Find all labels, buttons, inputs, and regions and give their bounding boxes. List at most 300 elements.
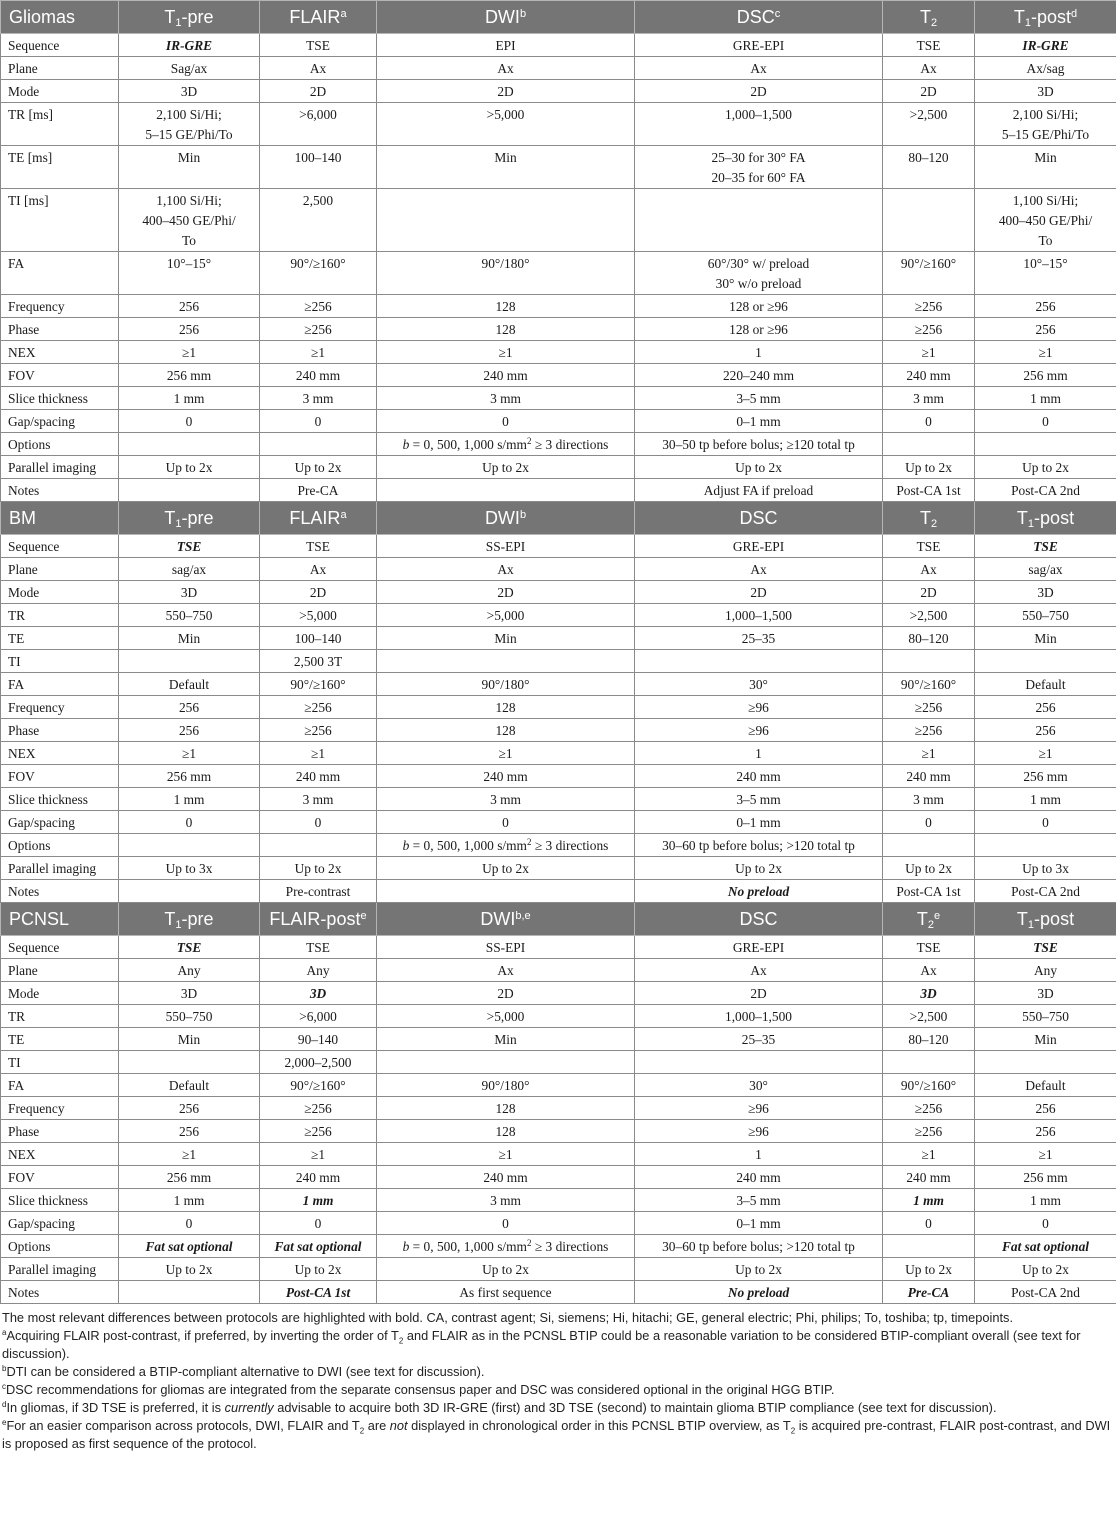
cell-t1-post — [975, 1005, 1116, 1028]
cell-value: 240 mm — [483, 1170, 528, 1185]
cell-dsc — [635, 103, 883, 146]
cell-flair — [260, 959, 377, 982]
cell-value: 256 — [1035, 723, 1056, 738]
cell-value: Min — [177, 150, 201, 165]
cell-value: 240 mm — [906, 769, 951, 784]
cell-t2 — [883, 1235, 975, 1258]
cell-value: 30° — [749, 677, 768, 692]
cell-dsc — [635, 719, 883, 742]
cell-value: 1 mm — [913, 1193, 944, 1208]
cell-value: 0–1 mm — [736, 414, 781, 429]
cell-t1-pre — [119, 1258, 260, 1281]
cell-value: ≥96 — [748, 1101, 769, 1116]
cell-value: 128 — [495, 700, 516, 715]
section-title: BM — [1, 502, 119, 535]
cell-t1-post — [975, 1212, 1116, 1235]
cell-value: Min — [177, 631, 201, 646]
cell-t2 — [883, 103, 975, 146]
cell-t1-post — [975, 982, 1116, 1005]
column-header-t2: $T_2^e$ — [883, 903, 975, 936]
cell-t2 — [883, 742, 975, 765]
cell-value: 2D — [750, 585, 767, 600]
cell-value: Any — [177, 963, 201, 978]
cell-value: 1 mm — [1030, 391, 1061, 406]
cell-value: Post-CA 2nd — [1011, 483, 1080, 498]
row-label-sequence: Sequence — [1, 535, 119, 558]
table-row — [1, 341, 1116, 364]
row-label-mode: Mode — [1, 581, 119, 604]
cell-dwi — [377, 650, 635, 673]
cell-value: TSE — [916, 940, 941, 955]
row-label-fov: FOV — [1, 364, 119, 387]
table-row — [1, 1235, 1116, 1258]
cell-value: As first sequence — [459, 1285, 552, 1300]
cell-value: 90°/≥160° — [290, 256, 346, 271]
column-header-dsc: DSC — [635, 903, 883, 936]
cell-value: >2,500 — [909, 1009, 948, 1024]
cell-value: ≥256 — [304, 723, 332, 738]
cell-t1-post — [975, 433, 1116, 456]
footnote-b: $^b$DTI can be considered a BTIP-compliant alternative to DWI (see text for discussion). — [2, 1364, 485, 1379]
row-label-options: Options — [1, 834, 119, 857]
cell-value: IR-GRE — [165, 38, 213, 53]
cell-t2 — [883, 252, 975, 295]
cell-value: ≥1 — [1038, 746, 1053, 761]
table-row — [1, 650, 1116, 673]
column-header-dwi: DWI$^b$ — [377, 1, 635, 34]
cell-value: Sag/ax — [170, 61, 208, 76]
cell-dwi — [377, 959, 635, 982]
cell-value: 25–35 — [741, 631, 776, 646]
cell-t2 — [883, 1281, 975, 1304]
table-row — [1, 788, 1116, 811]
cell-value: 550–750 — [165, 1009, 213, 1024]
cell-value: Min — [494, 631, 517, 646]
cell-t1-post — [975, 719, 1116, 742]
cell-flair — [260, 936, 377, 959]
cell-value: 256 — [1035, 1124, 1056, 1139]
cell-t1-post — [975, 387, 1116, 410]
cell-value: 90°/180° — [481, 256, 530, 271]
cell-value: 240 mm — [906, 1170, 951, 1185]
cell-flair — [260, 341, 377, 364]
cell-value: 256 — [178, 1124, 200, 1139]
table-row — [1, 1189, 1116, 1212]
cell-value: 1,000–1,500 — [725, 107, 792, 122]
cell-value: >5,000 — [486, 107, 525, 122]
row-label-parallel-imaging: Parallel imaging — [1, 1258, 119, 1281]
cell-value: 60°/30° w/ preload 30° w/o preload — [707, 256, 810, 291]
cell-flair — [260, 1120, 377, 1143]
cell-t1-pre — [119, 410, 260, 433]
cell-t2 — [883, 456, 975, 479]
cell-t1-pre — [119, 650, 260, 673]
cell-flair — [260, 558, 377, 581]
cell-t1-pre — [119, 535, 260, 558]
cell-dwi — [377, 1097, 635, 1120]
table-row — [1, 146, 1116, 189]
cell-t1-pre — [119, 673, 260, 696]
cell-t1-pre — [119, 936, 260, 959]
cell-value: 90°/≥160° — [290, 677, 346, 692]
cell-value: 0 — [925, 414, 932, 429]
cell-value: ≥96 — [748, 723, 769, 738]
row-label-nex: NEX — [1, 341, 119, 364]
cell-value: 30° — [749, 1078, 768, 1093]
cell-dsc — [635, 811, 883, 834]
cell-t2 — [883, 57, 975, 80]
cell-value: 3D — [180, 585, 198, 600]
cell-value: Up to 2x — [735, 460, 782, 475]
table-row — [1, 456, 1116, 479]
cell-flair — [260, 719, 377, 742]
table-row — [1, 535, 1116, 558]
cell-value: Up to 2x — [1022, 1262, 1069, 1277]
table-row — [1, 627, 1116, 650]
cell-t1-post — [975, 765, 1116, 788]
cell-dwi — [377, 673, 635, 696]
cell-flair — [260, 673, 377, 696]
cell-value: 0 — [1042, 414, 1049, 429]
cell-t1-pre — [119, 558, 260, 581]
cell-dwi — [377, 811, 635, 834]
cell-value: 550–750 — [1022, 608, 1069, 623]
cell-t1-pre — [119, 189, 260, 252]
cell-value: Ax — [750, 562, 767, 577]
cell-value: 3 mm — [490, 391, 521, 406]
cell-value: Fat sat optional — [1001, 1239, 1090, 1254]
cell-value: 1,000–1,500 — [725, 608, 792, 623]
cell-flair — [260, 535, 377, 558]
section-header-row — [1, 1, 1116, 34]
cell-t1-pre — [119, 1097, 260, 1120]
cell-t2 — [883, 650, 975, 673]
table-footnotes — [0, 1309, 1116, 1453]
cell-t1-post — [975, 535, 1116, 558]
column-header-t2: $T_2$ — [883, 502, 975, 535]
cell-t1-pre — [119, 34, 260, 57]
cell-flair — [260, 604, 377, 627]
cell-t1-post — [975, 1166, 1116, 1189]
table-row — [1, 433, 1116, 456]
cell-value: Pre-CA — [297, 483, 339, 498]
cell-value: 240 mm — [295, 368, 341, 383]
table-row — [1, 719, 1116, 742]
table-row — [1, 834, 1116, 857]
cell-t1-pre — [119, 982, 260, 1005]
cell-value: ≥96 — [748, 1124, 769, 1139]
cell-dwi — [377, 252, 635, 295]
cell-value: 2D — [920, 84, 937, 99]
cell-value: Ax — [497, 963, 514, 978]
cell-value: No preload — [727, 884, 790, 899]
cell-t1-post — [975, 34, 1116, 57]
cell-value: b = 0, 500, 1,000 $s/mm^2 \ge 3$ directions — [402, 436, 609, 452]
cell-value: 90°/180° — [481, 677, 530, 692]
cell-t2 — [883, 880, 975, 903]
cell-value: TSE — [1033, 940, 1058, 955]
cell-dsc — [635, 959, 883, 982]
cell-dwi — [377, 479, 635, 502]
cell-t2 — [883, 627, 975, 650]
cell-dwi — [377, 387, 635, 410]
cell-value: 0 — [185, 414, 193, 429]
cell-value: SS-EPI — [485, 940, 526, 955]
cell-flair — [260, 982, 377, 1005]
cell-value: 1 — [755, 1147, 762, 1162]
cell-dwi — [377, 535, 635, 558]
cell-dsc — [635, 1189, 883, 1212]
cell-value: 1 mm — [173, 1193, 205, 1208]
row-label-frequency: Frequency — [1, 295, 119, 318]
cell-value: Ax — [750, 61, 767, 76]
cell-value: 80–120 — [908, 631, 949, 646]
cell-dwi — [377, 558, 635, 581]
cell-value: 256 mm — [1023, 1170, 1068, 1185]
cell-value: 128 — [495, 723, 516, 738]
table-row — [1, 410, 1116, 433]
footnote-c: $^c$DSC recommendations for gliomas are integrated from the separate consensus paper and DSC was considered optional in the original HGG BTIP. — [2, 1382, 835, 1397]
cell-value: ≥256 — [304, 1124, 332, 1139]
cell-t2 — [883, 433, 975, 456]
cell-value: Up to 2x — [735, 861, 782, 876]
cell-value: ≥1 — [498, 345, 513, 360]
cell-value: 100–140 — [294, 631, 342, 646]
cell-t1-post — [975, 1281, 1116, 1304]
cell-value: Min — [177, 1032, 201, 1047]
cell-value: >5,000 — [486, 608, 525, 623]
cell-t1-post — [975, 1120, 1116, 1143]
cell-value: >5,000 — [299, 608, 337, 623]
row-label-tr: TR — [1, 604, 119, 627]
cell-flair — [260, 788, 377, 811]
cell-value: 30–50 tp before bolus; ≥120 total tp — [662, 437, 855, 452]
row-label-frequency: Frequency — [1, 696, 119, 719]
cell-value: 0 — [502, 1216, 509, 1231]
column-header-t1-post: $T_1$-post — [975, 502, 1116, 535]
table-row — [1, 936, 1116, 959]
cell-value: 1 mm — [173, 391, 205, 406]
row-label-gap-spacing: Gap/spacing — [1, 410, 119, 433]
cell-flair — [260, 318, 377, 341]
cell-value: ≥1 — [498, 1147, 513, 1162]
cell-value: 3D — [309, 986, 327, 1001]
cell-dsc — [635, 788, 883, 811]
cell-value: ≥1 — [498, 746, 513, 761]
cell-value: 128 — [495, 1124, 516, 1139]
cell-t1-pre — [119, 788, 260, 811]
cell-dsc — [635, 627, 883, 650]
cell-t1-pre — [119, 103, 260, 146]
table-row — [1, 811, 1116, 834]
cell-value: ≥256 — [304, 322, 332, 337]
cell-value: 3 mm — [913, 792, 944, 807]
cell-dsc — [635, 433, 883, 456]
cell-dsc — [635, 80, 883, 103]
cell-value: 0 — [185, 1216, 193, 1231]
cell-flair — [260, 1074, 377, 1097]
cell-value: Up to 2x — [1022, 460, 1069, 475]
cell-value: 2,100 Si/Hi; 5–15 GE/Phi/To — [1001, 107, 1090, 142]
row-label-ti: TI — [1, 1051, 119, 1074]
cell-t2 — [883, 318, 975, 341]
cell-value: TSE — [306, 539, 330, 554]
cell-value: 1 — [755, 746, 762, 761]
cell-t2 — [883, 341, 975, 364]
cell-dwi — [377, 1281, 635, 1304]
cell-value: 90°/≥160° — [900, 677, 957, 692]
cell-value: 256 mm — [1023, 368, 1068, 383]
cell-t1-post — [975, 673, 1116, 696]
cell-value: ≥256 — [914, 322, 943, 337]
cell-dsc — [635, 742, 883, 765]
cell-t1-post — [975, 581, 1116, 604]
cell-flair — [260, 57, 377, 80]
cell-dwi — [377, 34, 635, 57]
cell-t1-pre — [119, 811, 260, 834]
cell-t1-pre — [119, 627, 260, 650]
cell-dwi — [377, 880, 635, 903]
cell-value: Min — [1034, 1032, 1057, 1047]
cell-value: 2D — [497, 84, 514, 99]
cell-value: 1,100 Si/Hi; 400–450 GE/Phi/ To — [142, 193, 236, 248]
cell-t2 — [883, 1212, 975, 1235]
cell-value: ≥256 — [914, 1124, 943, 1139]
cell-dsc — [635, 410, 883, 433]
table-row — [1, 80, 1116, 103]
table-row — [1, 1258, 1116, 1281]
cell-flair — [260, 1028, 377, 1051]
footnote-marker: b — [2, 1364, 7, 1373]
cell-value: 2D — [750, 986, 767, 1001]
table-row — [1, 604, 1116, 627]
cell-dsc — [635, 1235, 883, 1258]
row-label-frequency: Frequency — [1, 1097, 119, 1120]
cell-value: Default — [1025, 677, 1066, 692]
cell-t1-pre — [119, 57, 260, 80]
cell-value: Ax — [920, 562, 937, 577]
row-label-tr: TR [ms] — [1, 103, 119, 146]
cell-value: Ax — [920, 963, 937, 978]
cell-value: 80–120 — [908, 1032, 949, 1047]
row-label-notes: Notes — [1, 1281, 119, 1304]
row-label-fa: FA — [1, 252, 119, 295]
cell-dwi — [377, 295, 635, 318]
cell-t1-post — [975, 696, 1116, 719]
cell-t1-post — [975, 103, 1116, 146]
table-row — [1, 1074, 1116, 1097]
cell-value: Post-CA 1st — [285, 1285, 351, 1300]
cell-flair — [260, 252, 377, 295]
cell-value: ≥1 — [921, 746, 936, 761]
cell-dsc — [635, 765, 883, 788]
row-label-fov: FOV — [1, 1166, 119, 1189]
cell-value: 90°/≥160° — [900, 256, 957, 271]
cell-value: TSE — [306, 940, 330, 955]
cell-t1-post — [975, 959, 1116, 982]
cell-value: ≥1 — [1038, 1147, 1053, 1162]
cell-t1-pre — [119, 341, 260, 364]
cell-t1-pre — [119, 318, 260, 341]
cell-dwi — [377, 936, 635, 959]
cell-t1-post — [975, 189, 1116, 252]
cell-value: >2,500 — [909, 608, 948, 623]
cell-flair — [260, 1235, 377, 1258]
cell-value: ≥1 — [310, 746, 326, 761]
cell-dsc — [635, 295, 883, 318]
cell-value: b = 0, 500, 1,000 $s/mm^2 \ge 3$ directions — [402, 1238, 609, 1254]
cell-t2 — [883, 857, 975, 880]
cell-dwi — [377, 57, 635, 80]
cell-flair — [260, 696, 377, 719]
cell-value: 100–140 — [294, 150, 342, 165]
cell-dsc — [635, 673, 883, 696]
table-row — [1, 857, 1116, 880]
cell-value: ≥256 — [914, 1101, 943, 1116]
cell-dwi — [377, 1143, 635, 1166]
cell-value: 256 — [178, 322, 200, 337]
cell-value: Up to 2x — [482, 861, 529, 876]
cell-value: 256 — [1035, 1101, 1056, 1116]
cell-t2 — [883, 1189, 975, 1212]
cell-t1-pre — [119, 765, 260, 788]
cell-t1-pre — [119, 456, 260, 479]
cell-value: 25–35 — [741, 1032, 776, 1047]
cell-value: Up to 2x — [735, 1262, 782, 1277]
cell-value: 256 — [1035, 322, 1056, 337]
cell-dsc — [635, 479, 883, 502]
cell-t1-post — [975, 479, 1116, 502]
section-title: Gliomas — [1, 1, 119, 34]
column-header-flair: FLAIR$^a$ — [260, 1, 377, 34]
cell-t1-pre — [119, 1212, 260, 1235]
cell-value: Up to 2x — [294, 460, 342, 475]
cell-dwi — [377, 742, 635, 765]
cell-dwi — [377, 456, 635, 479]
cell-value: Up to 2x — [165, 460, 213, 475]
cell-t1-post — [975, 857, 1116, 880]
cell-dwi — [377, 146, 635, 189]
row-label-sequence: Sequence — [1, 34, 119, 57]
cell-dwi — [377, 982, 635, 1005]
row-label-parallel-imaging: Parallel imaging — [1, 857, 119, 880]
cell-value: Default — [168, 1078, 210, 1093]
cell-t1-pre — [119, 1005, 260, 1028]
row-label-plane: Plane — [1, 57, 119, 80]
row-label-te: TE — [1, 627, 119, 650]
cell-value: 240 mm — [906, 368, 951, 383]
cell-dsc — [635, 650, 883, 673]
cell-value: TSE — [916, 38, 941, 53]
table-row — [1, 1097, 1116, 1120]
cell-dsc — [635, 581, 883, 604]
cell-t1-post — [975, 1189, 1116, 1212]
cell-value: >5,000 — [486, 1009, 525, 1024]
cell-flair — [260, 34, 377, 57]
row-label-fa: FA — [1, 673, 119, 696]
cell-dwi — [377, 103, 635, 146]
footnote-intro: The most relevant differences between protocols are highlighted with bold. CA, contrast agent; Si, siemens; Hi, hitachi; GE, general electric; Phi, philips; To, toshiba; tp, timepoints. — [2, 1310, 1014, 1325]
cell-value: 128 or ≥96 — [729, 299, 788, 314]
cell-value: ≥256 — [304, 700, 332, 715]
cell-value: GRE-EPI — [732, 38, 785, 53]
cell-value: 0 — [1042, 815, 1049, 830]
cell-value: 550–750 — [1022, 1009, 1069, 1024]
cell-t1-post — [975, 295, 1116, 318]
cell-dwi — [377, 341, 635, 364]
cell-dsc — [635, 696, 883, 719]
cell-value: 240 mm — [483, 769, 528, 784]
